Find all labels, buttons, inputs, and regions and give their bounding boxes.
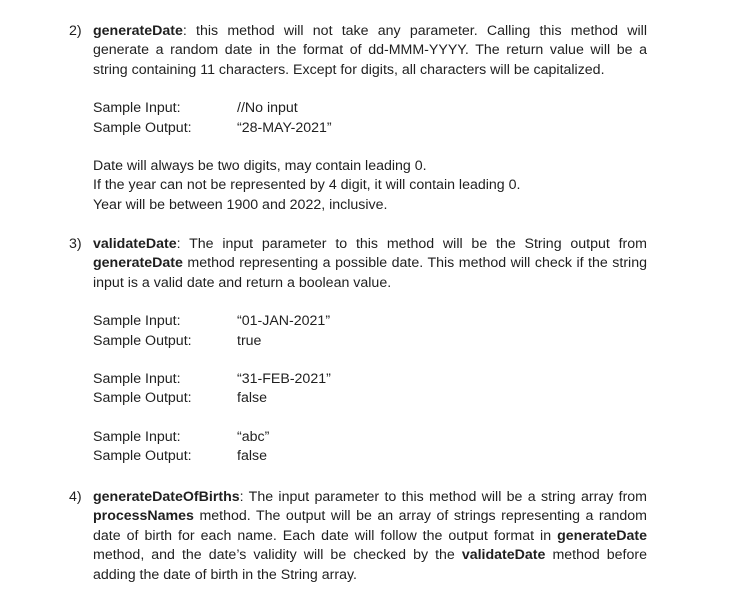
sample-output-row — [93, 389, 647, 408]
sample-input-label: Sample Input: — [93, 313, 181, 330]
note-line: Date will always be two digits, may contain leading 0. — [93, 158, 427, 174]
sample-block — [93, 370, 647, 409]
item-number: 2) — [69, 23, 82, 39]
sample-input-label: Sample Input: — [93, 428, 181, 445]
note-line: Year will be between 1900 and 2022, inclusive. — [93, 196, 388, 213]
method-name: validateDate — [93, 236, 177, 252]
item-number: 4) — [69, 489, 82, 505]
notes-block — [93, 157, 647, 215]
sample-output-value: true — [237, 332, 262, 349]
sample-input-row — [93, 428, 647, 447]
sample-output-value: false — [237, 390, 267, 407]
method-reference: validateDate — [461, 547, 546, 564]
method-description: generateDate: this method will not take any parameter. Calling this method will generate a random date in the format of dd-MMM-YYYY. The return value will be a string containing 11 characters. Except for digits, all characters will be capitalized. — [93, 23, 647, 78]
sample-block — [93, 99, 647, 138]
method-name: generateDate — [93, 23, 183, 39]
sample-input-label: Sample Input: — [93, 371, 181, 387]
method-item-generate-date — [69, 22, 647, 215]
method-reference: generateDate — [557, 527, 647, 544]
method-item-validate-date — [69, 235, 647, 467]
sample-output-row — [93, 332, 647, 351]
sample-output-row — [93, 119, 647, 138]
method-description: validateDate: The input parameter to this method will be the String output from generateDate method representing a possible date. This method will check if the string input is a valid date and return a boolean value. — [93, 236, 647, 291]
sample-output-label: Sample Output: — [93, 448, 192, 465]
sample-input-value: “abc” — [237, 428, 270, 445]
sample-output-value: false — [237, 448, 267, 465]
method-name: generateDateOfBirths — [93, 489, 240, 505]
sample-output-label: Sample Output: — [93, 332, 192, 349]
item-number: 3) — [69, 236, 82, 252]
sample-output-label: Sample Output: — [93, 390, 192, 407]
sample-block — [93, 428, 647, 467]
sample-output-value: “28-MAY-2021” — [237, 119, 332, 136]
method-item-generate-date-of-births — [69, 488, 647, 585]
method-description: generateDateOfBirths: The input parameter to this method will be a string array from processNames method. The output will be an array of strings representing a random date of birth for each name. Each date will follow the output format in generateDate method, and the date’s validity will be checked by the validateDate method before adding the date of birth in the String array. — [93, 489, 648, 583]
sample-block — [93, 312, 647, 351]
sample-input-value: //No input — [237, 100, 298, 117]
sample-input-value: “01-JAN-2021” — [237, 313, 331, 330]
note-line: If the year can not be represented by 4 digit, it will contain leading 0. — [93, 177, 521, 194]
method-reference: processNames — [93, 508, 194, 525]
sample-output-row — [93, 447, 647, 466]
sample-input-value: “31-FEB-2021” — [237, 371, 331, 387]
sample-input-label: Sample Input: — [93, 100, 181, 117]
sample-input-row — [93, 99, 647, 118]
sample-input-row — [93, 312, 647, 331]
sample-input-row — [93, 370, 647, 389]
sample-output-label: Sample Output: — [93, 119, 192, 136]
method-reference: generateDate — [93, 255, 183, 272]
